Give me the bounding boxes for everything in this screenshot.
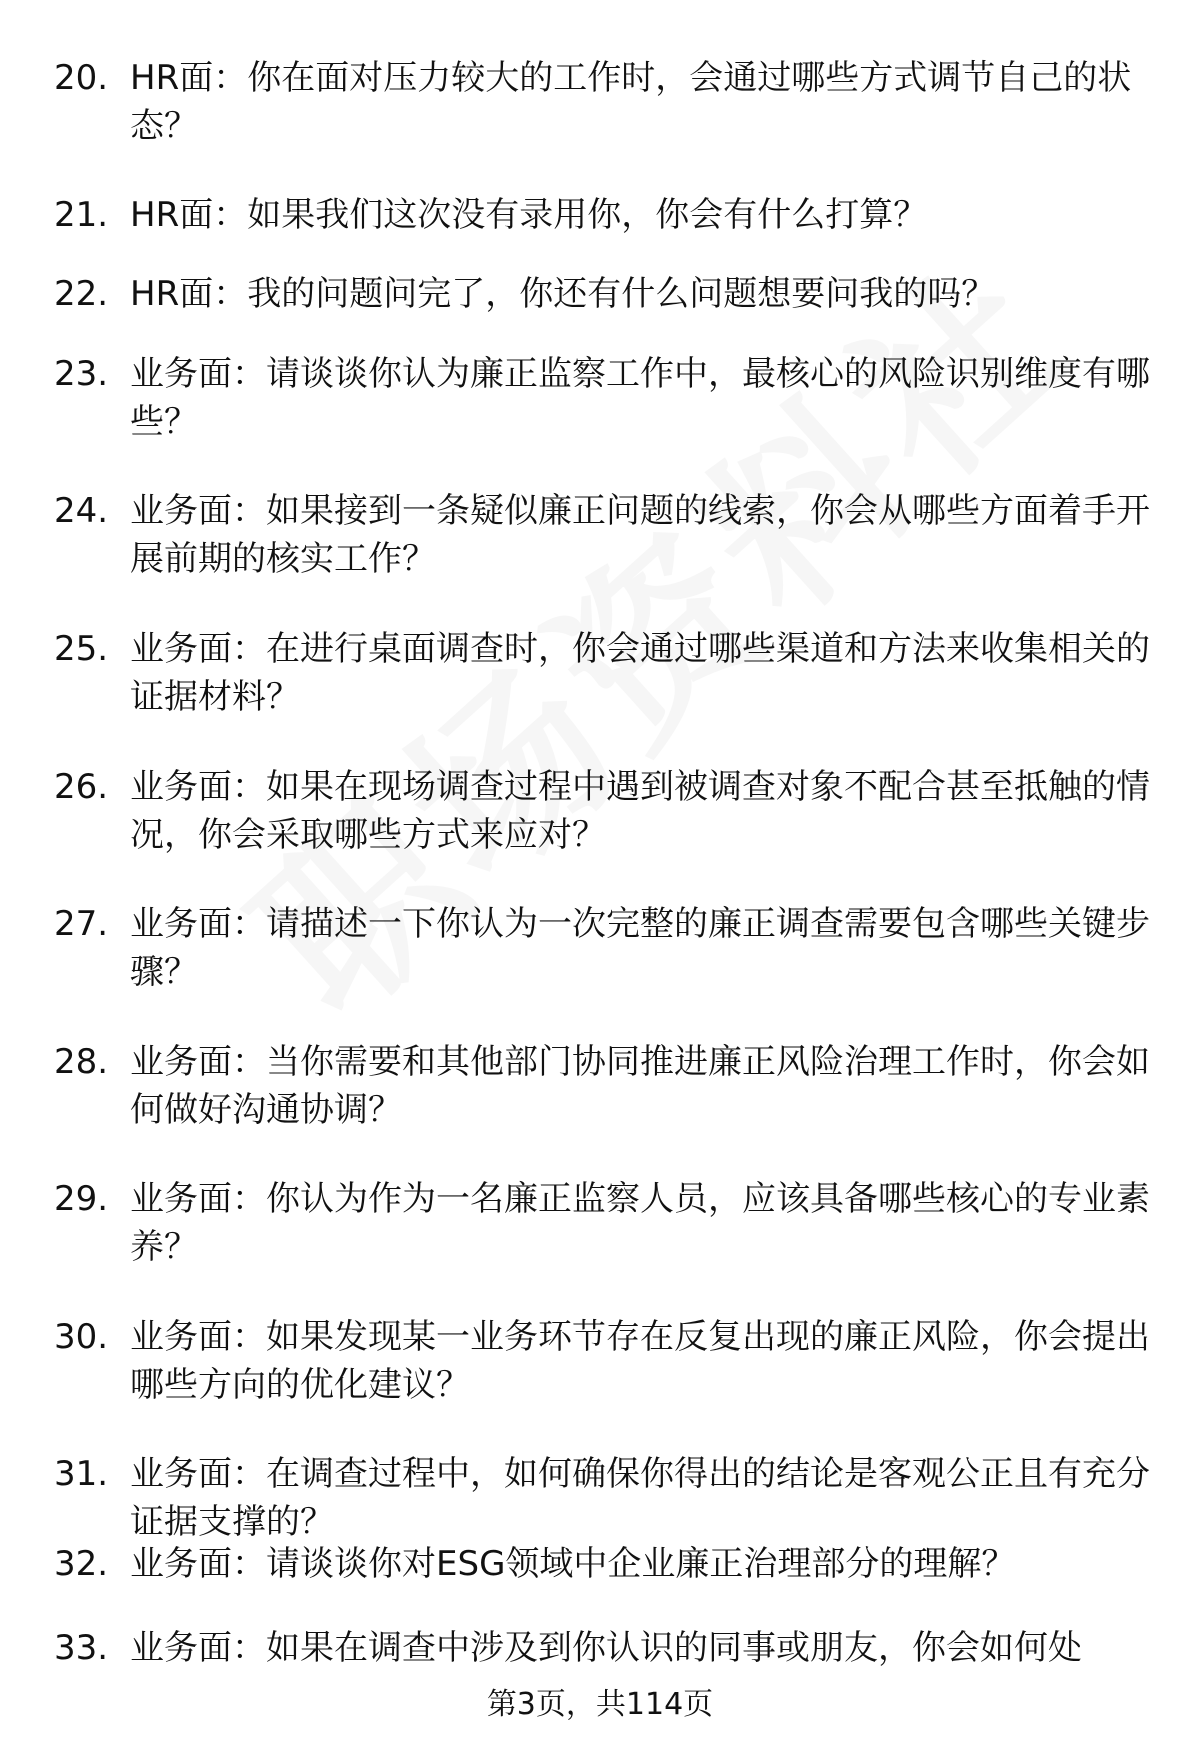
question-text: 业务面：在调查过程中，如何确保你得出的结论是客观公正且有充分证据支撑的？ [130,1454,1150,1542]
question-text: 业务面：如果接到一条疑似廉正问题的线索，你会从哪些方面着手开展前期的核实工作？ [130,491,1150,579]
question-text: HR面：如果我们这次没有录用你，你会有什么打算？ [130,195,928,235]
question-number: 28. [54,1042,109,1082]
question-number: 30. [54,1317,109,1357]
question-number: 33. [54,1628,109,1668]
question-text: 业务面：在进行桌面调查时，你会通过哪些渠道和方法来收集相关的证据材料？ [130,629,1150,717]
question-number: 20. [54,58,109,98]
question-text: HR面：我的问题问完了，你还有什么问题想要问我的吗？ [130,274,996,314]
question-number: 31. [54,1454,109,1494]
question-text: 业务面：如果发现某一业务环节存在反复出现的廉正风险，你会提出哪些方向的优化建议？ [130,1317,1150,1405]
question-text: 业务面：请描述一下你认为一次完整的廉正调查需要包含哪些关键步骤？ [130,904,1150,992]
question-number: 24. [54,491,109,531]
list-item [0,1624,1200,1672]
question-text: 业务面：如果在调查中涉及到你认识的同事或朋友，你会如何处 [130,1628,1082,1668]
question-number: 23. [54,354,109,394]
question-number: 27. [54,904,109,944]
question-number: 21. [54,195,109,235]
page-footer: 第3页，共114页 [486,1687,714,1722]
question-text: 业务面：当你需要和其他部门协同推进廉正风险治理工作时，你会如何做好沟通协调？ [130,1042,1150,1130]
question-number: 29. [54,1179,109,1219]
question-number: 26. [54,767,109,807]
question-text: 业务面：如果在现场调查过程中遇到被调查对象不配合甚至抵触的情况，你会采取哪些方式来应对？ [130,767,1150,855]
question-number: 32. [54,1544,109,1584]
question-text: HR面：你在面对压力较大的工作时，会通过哪些方式调节自己的状态？ [130,58,1132,146]
question-number: 22. [54,274,109,314]
question-text: 业务面：你认为作为一名廉正监察人员，应该具备哪些核心的专业素养？ [130,1179,1150,1267]
question-text: 业务面：请谈谈你对ESG领域中企业廉正治理部分的理解？ [130,1544,1016,1584]
question-text: 业务面：请谈谈你认为廉正监察工作中，最核心的风险识别维度有哪些？ [130,354,1150,442]
question-number: 25. [54,629,109,669]
